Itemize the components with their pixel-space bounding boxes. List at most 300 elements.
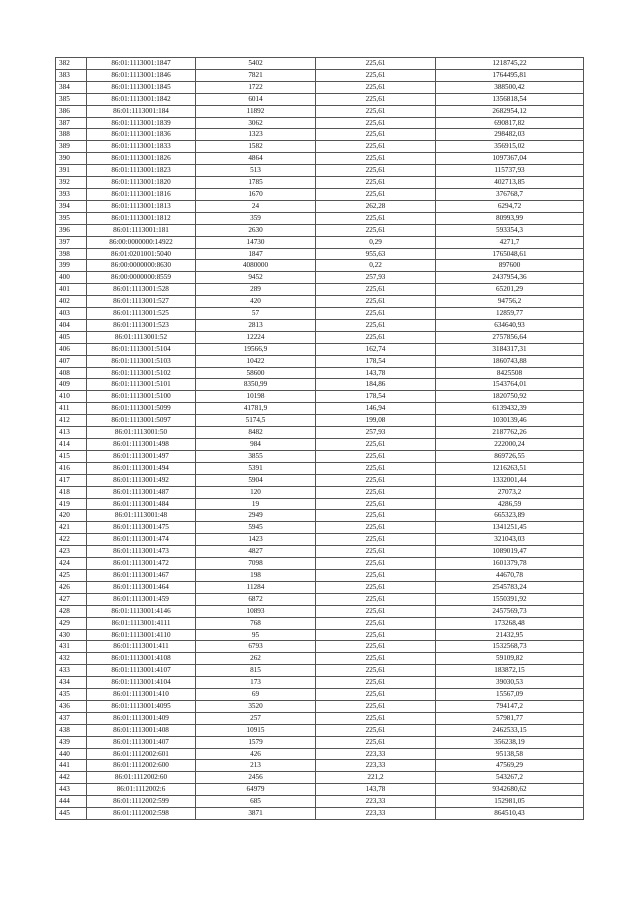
table-row xyxy=(56,653,584,665)
row-number-cell: 424 xyxy=(56,558,87,570)
row-number-cell: 427 xyxy=(56,593,87,605)
cadastral-number-cell: 86:01:1113001:497 xyxy=(87,450,196,462)
rate-cell: 225,61 xyxy=(316,129,436,141)
table-row xyxy=(56,808,584,820)
cadastral-number-cell: 86:01:1113001:487 xyxy=(87,486,196,498)
value-cell: 593354,3 xyxy=(436,224,584,236)
row-number-cell: 436 xyxy=(56,700,87,712)
value-cell: 8425508 xyxy=(436,367,584,379)
table-row xyxy=(56,308,584,320)
row-number-cell: 426 xyxy=(56,581,87,593)
value-cell: 4271,7 xyxy=(436,236,584,248)
row-number-cell: 435 xyxy=(56,689,87,701)
rate-cell: 225,61 xyxy=(316,593,436,605)
table-row xyxy=(56,319,584,331)
rate-cell: 225,61 xyxy=(316,498,436,510)
value-cell: 2545783,24 xyxy=(436,581,584,593)
area-cell: 4864 xyxy=(196,153,316,165)
area-cell: 11284 xyxy=(196,581,316,593)
row-number-cell: 414 xyxy=(56,439,87,451)
cadastral-number-cell: 86:01:1113001:4110 xyxy=(87,629,196,641)
cadastral-number-cell: 86:01:1113001:4095 xyxy=(87,700,196,712)
rate-cell: 225,61 xyxy=(316,153,436,165)
rate-cell: 146,94 xyxy=(316,403,436,415)
cadastral-value-table xyxy=(55,57,584,820)
area-cell: 213 xyxy=(196,760,316,772)
area-cell: 1323 xyxy=(196,129,316,141)
row-number-cell: 416 xyxy=(56,462,87,474)
rate-cell: 225,61 xyxy=(316,81,436,93)
table-row xyxy=(56,129,584,141)
row-number-cell: 441 xyxy=(56,760,87,772)
rate-cell: 225,61 xyxy=(316,296,436,308)
value-cell: 95138,58 xyxy=(436,748,584,760)
row-number-cell: 434 xyxy=(56,677,87,689)
value-cell: 1356818,54 xyxy=(436,93,584,105)
row-number-cell: 383 xyxy=(56,69,87,81)
table-row xyxy=(56,248,584,260)
cadastral-number-cell: 86:01:1113001:407 xyxy=(87,736,196,748)
area-cell: 1579 xyxy=(196,736,316,748)
cadastral-number-cell: 86:01:1113001:5104 xyxy=(87,343,196,355)
table-row xyxy=(56,343,584,355)
cadastral-number-cell: 86:01:1113001:475 xyxy=(87,522,196,534)
area-cell: 685 xyxy=(196,796,316,808)
rate-cell: 257,93 xyxy=(316,427,436,439)
rate-cell: 225,61 xyxy=(316,450,436,462)
rate-cell: 225,61 xyxy=(316,486,436,498)
rate-cell: 225,61 xyxy=(316,653,436,665)
rate-cell: 225,61 xyxy=(316,546,436,558)
row-number-cell: 408 xyxy=(56,367,87,379)
rate-cell: 225,61 xyxy=(316,522,436,534)
row-number-cell: 411 xyxy=(56,403,87,415)
rate-cell: 225,61 xyxy=(316,165,436,177)
value-cell: 897600 xyxy=(436,260,584,272)
rate-cell: 223,33 xyxy=(316,748,436,760)
cadastral-number-cell: 86:01:1113001:472 xyxy=(87,558,196,570)
table-row xyxy=(56,581,584,593)
rate-cell: 225,61 xyxy=(316,69,436,81)
row-number-cell: 385 xyxy=(56,93,87,105)
rate-cell: 225,61 xyxy=(316,629,436,641)
cadastral-number-cell: 86:01:1113001:1846 xyxy=(87,69,196,81)
table-row xyxy=(56,474,584,486)
area-cell: 420 xyxy=(196,296,316,308)
row-number-cell: 442 xyxy=(56,772,87,784)
value-cell: 1097367,04 xyxy=(436,153,584,165)
value-cell: 6139432,39 xyxy=(436,403,584,415)
rate-cell: 223,33 xyxy=(316,760,436,772)
row-number-cell: 409 xyxy=(56,379,87,391)
value-cell: 2437954,36 xyxy=(436,272,584,284)
area-cell: 41781,9 xyxy=(196,403,316,415)
area-cell: 768 xyxy=(196,617,316,629)
cadastral-number-cell: 86:01:1113001:4146 xyxy=(87,605,196,617)
value-cell: 690817,82 xyxy=(436,117,584,129)
table-row xyxy=(56,641,584,653)
rate-cell: 225,61 xyxy=(316,141,436,153)
area-cell: 5945 xyxy=(196,522,316,534)
row-number-cell: 396 xyxy=(56,224,87,236)
area-cell: 10915 xyxy=(196,724,316,736)
value-cell: 1532568,73 xyxy=(436,641,584,653)
area-cell: 1582 xyxy=(196,141,316,153)
rate-cell: 223,33 xyxy=(316,808,436,820)
row-number-cell: 402 xyxy=(56,296,87,308)
table-body xyxy=(56,58,584,820)
area-cell: 1722 xyxy=(196,81,316,93)
table-row xyxy=(56,760,584,772)
value-cell: 1218745,22 xyxy=(436,58,584,70)
table-row xyxy=(56,93,584,105)
cadastral-number-cell: 86:01:1113001:494 xyxy=(87,462,196,474)
value-cell: 59109,82 xyxy=(436,653,584,665)
value-cell: 356915,02 xyxy=(436,141,584,153)
row-number-cell: 384 xyxy=(56,81,87,93)
area-cell: 262 xyxy=(196,653,316,665)
table-row xyxy=(56,534,584,546)
value-cell: 2462533,15 xyxy=(436,724,584,736)
value-cell: 94756,2 xyxy=(436,296,584,308)
area-cell: 1423 xyxy=(196,534,316,546)
table-row xyxy=(56,200,584,212)
table-row xyxy=(56,427,584,439)
area-cell: 8350,99 xyxy=(196,379,316,391)
row-number-cell: 403 xyxy=(56,308,87,320)
table-row xyxy=(56,355,584,367)
value-cell: 6294,72 xyxy=(436,200,584,212)
row-number-cell: 422 xyxy=(56,534,87,546)
cadastral-number-cell: 86:01:1113001:4111 xyxy=(87,617,196,629)
rate-cell: 225,61 xyxy=(316,439,436,451)
table-row xyxy=(56,629,584,641)
value-cell: 44670,78 xyxy=(436,569,584,581)
area-cell: 5904 xyxy=(196,474,316,486)
area-cell: 9452 xyxy=(196,272,316,284)
row-number-cell: 397 xyxy=(56,236,87,248)
rate-cell: 225,61 xyxy=(316,677,436,689)
row-number-cell: 399 xyxy=(56,260,87,272)
row-number-cell: 437 xyxy=(56,712,87,724)
table-row xyxy=(56,153,584,165)
cadastral-number-cell: 86:00:0000000:8559 xyxy=(87,272,196,284)
area-cell: 257 xyxy=(196,712,316,724)
value-cell: 298482,03 xyxy=(436,129,584,141)
cadastral-number-cell: 86:01:1113001:5102 xyxy=(87,367,196,379)
value-cell: 2457569,73 xyxy=(436,605,584,617)
table-row xyxy=(56,391,584,403)
row-number-cell: 390 xyxy=(56,153,87,165)
area-cell: 10422 xyxy=(196,355,316,367)
value-cell: 1820750,92 xyxy=(436,391,584,403)
rate-cell: 225,61 xyxy=(316,93,436,105)
row-number-cell: 428 xyxy=(56,605,87,617)
value-cell: 376768,7 xyxy=(436,188,584,200)
table-row xyxy=(56,367,584,379)
value-cell: 39030,53 xyxy=(436,677,584,689)
value-cell: 80993,99 xyxy=(436,212,584,224)
table-row xyxy=(56,510,584,522)
area-cell: 6793 xyxy=(196,641,316,653)
table-row xyxy=(56,605,584,617)
cadastral-number-cell: 86:01:1113001:410 xyxy=(87,689,196,701)
table-row xyxy=(56,284,584,296)
value-cell: 21432,95 xyxy=(436,629,584,641)
value-cell: 1030139,46 xyxy=(436,415,584,427)
table-row xyxy=(56,379,584,391)
row-number-cell: 432 xyxy=(56,653,87,665)
cadastral-number-cell: 86:01:1113001:474 xyxy=(87,534,196,546)
table-row xyxy=(56,212,584,224)
area-cell: 24 xyxy=(196,200,316,212)
value-cell: 2682954,12 xyxy=(436,105,584,117)
row-number-cell: 407 xyxy=(56,355,87,367)
cadastral-number-cell: 86:01:1113001:528 xyxy=(87,284,196,296)
rate-cell: 225,61 xyxy=(316,534,436,546)
value-cell: 1550391,92 xyxy=(436,593,584,605)
cadastral-number-cell: 86:01:1113001:5101 xyxy=(87,379,196,391)
value-cell: 543267,2 xyxy=(436,772,584,784)
table-row xyxy=(56,546,584,558)
cadastral-number-cell: 86:00:0000000:14922 xyxy=(87,236,196,248)
area-cell: 19 xyxy=(196,498,316,510)
rate-cell: 225,61 xyxy=(316,224,436,236)
rate-cell: 225,61 xyxy=(316,569,436,581)
row-number-cell: 392 xyxy=(56,177,87,189)
rate-cell: 225,61 xyxy=(316,700,436,712)
table-row xyxy=(56,498,584,510)
area-cell: 3062 xyxy=(196,117,316,129)
rate-cell: 178,54 xyxy=(316,391,436,403)
row-number-cell: 438 xyxy=(56,724,87,736)
value-cell: 1543764,01 xyxy=(436,379,584,391)
cadastral-number-cell: 86:01:1113001:408 xyxy=(87,724,196,736)
row-number-cell: 382 xyxy=(56,58,87,70)
cadastral-number-cell: 86:01:1113001:5097 xyxy=(87,415,196,427)
area-cell: 10893 xyxy=(196,605,316,617)
rate-cell: 225,61 xyxy=(316,581,436,593)
value-cell: 27073,2 xyxy=(436,486,584,498)
rate-cell: 225,61 xyxy=(316,212,436,224)
row-number-cell: 425 xyxy=(56,569,87,581)
rate-cell: 262,28 xyxy=(316,200,436,212)
row-number-cell: 401 xyxy=(56,284,87,296)
row-number-cell: 430 xyxy=(56,629,87,641)
cadastral-number-cell: 86:01:1113001:409 xyxy=(87,712,196,724)
value-cell: 1332001,44 xyxy=(436,474,584,486)
rate-cell: 0,22 xyxy=(316,260,436,272)
area-cell: 57 xyxy=(196,308,316,320)
table-row xyxy=(56,177,584,189)
value-cell: 665323,89 xyxy=(436,510,584,522)
cadastral-number-cell: 86:01:1113001:184 xyxy=(87,105,196,117)
cadastral-number-cell: 86:01:1113001:5099 xyxy=(87,403,196,415)
area-cell: 10198 xyxy=(196,391,316,403)
area-cell: 3520 xyxy=(196,700,316,712)
cadastral-number-cell: 86:01:1112002:600 xyxy=(87,760,196,772)
row-number-cell: 388 xyxy=(56,129,87,141)
table-row xyxy=(56,141,584,153)
cadastral-number-cell: 86:01:1113001:464 xyxy=(87,581,196,593)
value-cell: 356238,19 xyxy=(436,736,584,748)
rate-cell: 225,61 xyxy=(316,474,436,486)
area-cell: 2456 xyxy=(196,772,316,784)
table-row xyxy=(56,712,584,724)
value-cell: 222000,24 xyxy=(436,439,584,451)
rate-cell: 225,61 xyxy=(316,58,436,70)
area-cell: 5402 xyxy=(196,58,316,70)
cadastral-number-cell: 86:01:1112002:6 xyxy=(87,784,196,796)
cadastral-number-cell: 86:01:1112002:599 xyxy=(87,796,196,808)
row-number-cell: 418 xyxy=(56,486,87,498)
row-number-cell: 419 xyxy=(56,498,87,510)
rate-cell: 225,61 xyxy=(316,188,436,200)
area-cell: 984 xyxy=(196,439,316,451)
cadastral-number-cell: 86:01:1113001:523 xyxy=(87,319,196,331)
cadastral-number-cell: 86:01:1113001:4108 xyxy=(87,653,196,665)
table-row xyxy=(56,677,584,689)
value-cell: 1765048,61 xyxy=(436,248,584,260)
row-number-cell: 389 xyxy=(56,141,87,153)
area-cell: 2949 xyxy=(196,510,316,522)
rate-cell: 225,61 xyxy=(316,117,436,129)
row-number-cell: 398 xyxy=(56,248,87,260)
cadastral-number-cell: 86:01:0201001:5040 xyxy=(87,248,196,260)
cadastral-number-cell: 86:01:1112002:598 xyxy=(87,808,196,820)
rate-cell: 225,61 xyxy=(316,462,436,474)
table-row xyxy=(56,105,584,117)
table-row xyxy=(56,665,584,677)
row-number-cell: 391 xyxy=(56,165,87,177)
table-row xyxy=(56,724,584,736)
cadastral-number-cell: 86:01:1113001:48 xyxy=(87,510,196,522)
cadastral-number-cell: 86:01:1113001:4104 xyxy=(87,677,196,689)
cadastral-number-cell: 86:00:0000000:8630 xyxy=(87,260,196,272)
cadastral-number-cell: 86:01:1112002:60 xyxy=(87,772,196,784)
rate-cell: 225,61 xyxy=(316,689,436,701)
table-row xyxy=(56,331,584,343)
area-cell: 5174,5 xyxy=(196,415,316,427)
cadastral-number-cell: 86:01:1113001:525 xyxy=(87,308,196,320)
row-number-cell: 394 xyxy=(56,200,87,212)
cadastral-number-cell: 86:01:1112002:601 xyxy=(87,748,196,760)
area-cell: 426 xyxy=(196,748,316,760)
cadastral-number-cell: 86:01:1113001:1816 xyxy=(87,188,196,200)
area-cell: 12224 xyxy=(196,331,316,343)
cadastral-number-cell: 86:01:1113001:4107 xyxy=(87,665,196,677)
table-row xyxy=(56,69,584,81)
table-row xyxy=(56,593,584,605)
area-cell: 1670 xyxy=(196,188,316,200)
cadastral-number-cell: 86:01:1113001:492 xyxy=(87,474,196,486)
rate-cell: 221,2 xyxy=(316,772,436,784)
table-row xyxy=(56,224,584,236)
area-cell: 6014 xyxy=(196,93,316,105)
rate-cell: 143,78 xyxy=(316,784,436,796)
rate-cell: 955,63 xyxy=(316,248,436,260)
row-number-cell: 440 xyxy=(56,748,87,760)
row-number-cell: 433 xyxy=(56,665,87,677)
row-number-cell: 404 xyxy=(56,319,87,331)
cadastral-number-cell: 86:01:1113001:1833 xyxy=(87,141,196,153)
rate-cell: 225,61 xyxy=(316,177,436,189)
table-row xyxy=(56,736,584,748)
cadastral-number-cell: 86:01:1113001:459 xyxy=(87,593,196,605)
cadastral-number-cell: 86:01:1113001:498 xyxy=(87,439,196,451)
table-row xyxy=(56,450,584,462)
table-row xyxy=(56,188,584,200)
table-row xyxy=(56,486,584,498)
value-cell: 2187762,26 xyxy=(436,427,584,439)
value-cell: 3184317,31 xyxy=(436,343,584,355)
table-row xyxy=(56,700,584,712)
row-number-cell: 444 xyxy=(56,796,87,808)
row-number-cell: 393 xyxy=(56,188,87,200)
value-cell: 1764495,81 xyxy=(436,69,584,81)
row-number-cell: 412 xyxy=(56,415,87,427)
rate-cell: 225,61 xyxy=(316,605,436,617)
rate-cell: 162,74 xyxy=(316,343,436,355)
rate-cell: 225,61 xyxy=(316,617,436,629)
value-cell: 12859,77 xyxy=(436,308,584,320)
value-cell: 65201,29 xyxy=(436,284,584,296)
value-cell: 1601379,78 xyxy=(436,558,584,570)
area-cell: 19566,9 xyxy=(196,343,316,355)
row-number-cell: 429 xyxy=(56,617,87,629)
row-number-cell: 395 xyxy=(56,212,87,224)
rate-cell: 225,61 xyxy=(316,712,436,724)
area-cell: 2630 xyxy=(196,224,316,236)
value-cell: 794147,2 xyxy=(436,700,584,712)
area-cell: 815 xyxy=(196,665,316,677)
cadastral-number-cell: 86:01:1113001:1820 xyxy=(87,177,196,189)
value-cell: 1860743,88 xyxy=(436,355,584,367)
rate-cell: 223,33 xyxy=(316,796,436,808)
cadastral-number-cell: 86:01:1113001:1812 xyxy=(87,212,196,224)
cadastral-number-cell: 86:01:1113001:527 xyxy=(87,296,196,308)
area-cell: 120 xyxy=(196,486,316,498)
row-number-cell: 443 xyxy=(56,784,87,796)
cadastral-number-cell: 86:01:1113001:411 xyxy=(87,641,196,653)
rate-cell: 225,61 xyxy=(316,736,436,748)
table-row xyxy=(56,272,584,284)
area-cell: 95 xyxy=(196,629,316,641)
table-row xyxy=(56,117,584,129)
area-cell: 198 xyxy=(196,569,316,581)
cadastral-number-cell: 86:01:1113001:1842 xyxy=(87,93,196,105)
cadastral-number-cell: 86:01:1113001:52 xyxy=(87,331,196,343)
rate-cell: 199,08 xyxy=(316,415,436,427)
table-row xyxy=(56,296,584,308)
area-cell: 3871 xyxy=(196,808,316,820)
value-cell: 183872,15 xyxy=(436,665,584,677)
value-cell: 47569,29 xyxy=(436,760,584,772)
rate-cell: 225,61 xyxy=(316,284,436,296)
value-cell: 115737,93 xyxy=(436,165,584,177)
table-row xyxy=(56,558,584,570)
cadastral-number-cell: 86:01:1113001:1826 xyxy=(87,153,196,165)
table-row xyxy=(56,236,584,248)
table-row xyxy=(56,260,584,272)
area-cell: 289 xyxy=(196,284,316,296)
cadastral-number-cell: 86:01:1113001:1839 xyxy=(87,117,196,129)
value-cell: 1341251,45 xyxy=(436,522,584,534)
value-cell: 869726,55 xyxy=(436,450,584,462)
row-number-cell: 413 xyxy=(56,427,87,439)
rate-cell: 225,61 xyxy=(316,724,436,736)
cadastral-number-cell: 86:01:1113001:1847 xyxy=(87,58,196,70)
